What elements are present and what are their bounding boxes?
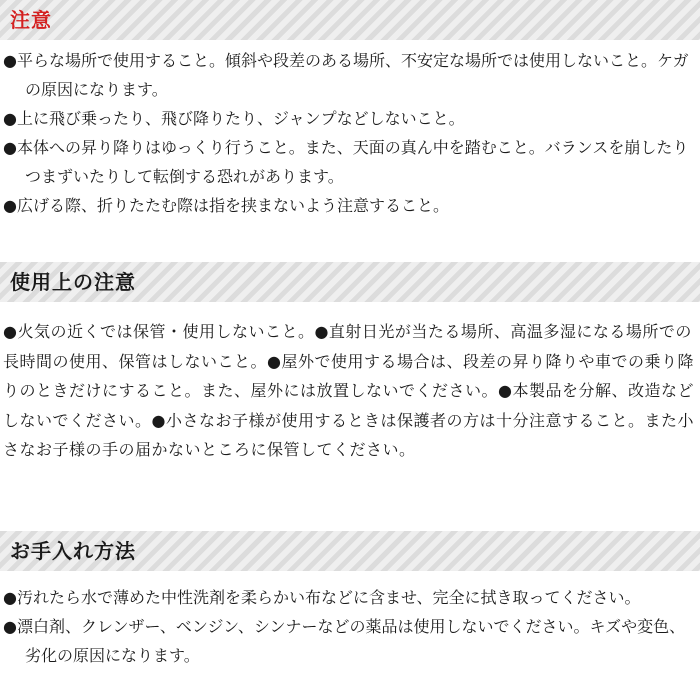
caution-list xyxy=(3,46,697,220)
section-header-care xyxy=(0,531,700,571)
section-header-caution xyxy=(0,0,700,40)
list-item: ●上に飛び乗ったり、飛び降りたり、ジャンプなどしないこと。 xyxy=(3,109,465,128)
section-title-care: お手入れ方法 xyxy=(10,539,136,563)
section-title-usage-notes: 使用上の注意 xyxy=(10,270,136,294)
list-item: ●平らな場所で使用すること。傾斜や段差のある場所、不安定な場所では使用しないこと。ケガの原因になります。 xyxy=(3,51,689,99)
list-item: ●広げる際、折りたたむ際は指を挟まないよう注意すること。 xyxy=(3,196,449,215)
list-item: ●汚れたら水で薄めた中性洗剤を柔らかい布などに含ませ、完全に拭き取ってください。 xyxy=(3,588,641,607)
list-item: ●漂白剤、クレンザー、ベンジン、シンナーなどの薬品は使用しないでください。キズや変色、劣化の原因になります。 xyxy=(3,617,686,665)
list-item: ●本体への昇り降りはゆっくり行うこと。また、天面の真ん中を踏むこと。バランスを崩したりつまずいたりして転倒する恐れがあります。 xyxy=(3,138,689,186)
section-title-caution: 注意 xyxy=(10,8,52,32)
usage-notes-paragraph: ●火気の近くでは保管・使用しないこと。●直射日光が当たる場所、高温多湿になる場所での長時間の使用、保管はしないこと。●屋外で使用する場合は、段差の昇り降りや車での乗り降りのときだけにすること。また、屋外には放置しないでください。●本製品を分解、改造などしないでください。●小さなお子様が使用するときは保護者の方は十分注意すること。また小さなお子様の手の届かないところに保管してください。 xyxy=(3,322,694,459)
care-list xyxy=(3,583,697,670)
section-header-usage-notes xyxy=(0,262,700,302)
